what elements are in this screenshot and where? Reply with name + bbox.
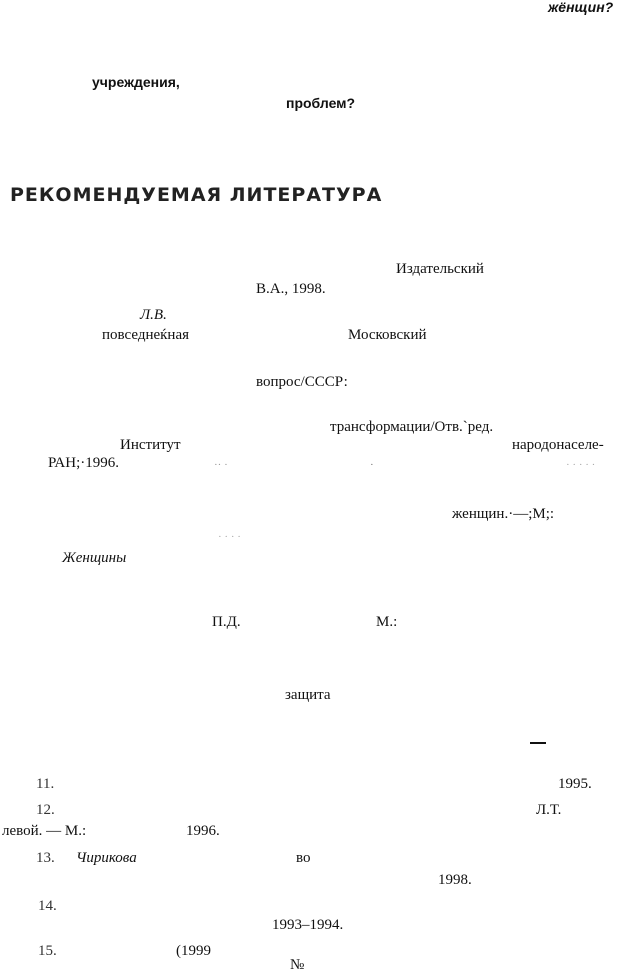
ref-15-number-sign: № — [290, 957, 305, 973]
section-heading: РЕКОМЕНДУЕМАЯ ЛИТЕРАТУРА — [10, 184, 383, 206]
ref-14-years: 1993–1994. — [272, 917, 344, 933]
ref-2-author: Л.В. — [140, 307, 167, 323]
ref-14-number: 14. — [38, 898, 57, 914]
scan-speckle: · · · · — [218, 531, 241, 543]
ref-8-protection: защита — [285, 687, 331, 703]
question-fragment-problems: проблем? — [286, 95, 356, 111]
ref-6-women: Женщины — [62, 550, 127, 566]
ref-12-number: 12. — [36, 802, 55, 818]
ref-7-author: П.Д. — [212, 614, 241, 630]
ref-13-in: во — [296, 850, 311, 866]
ref-3-question: вопрос/СССР: — [256, 374, 348, 390]
ref-15-number: 15. — [38, 943, 57, 959]
scan-speckle: ·· · — [214, 459, 228, 471]
ref-13-number: 13. — [36, 850, 55, 866]
ref-15-paren-year: (1999 — [176, 943, 211, 959]
scan-dash — [530, 742, 546, 744]
ref-7-moscow: М.: — [376, 614, 398, 630]
question-fragment-women: жёнщин? — [548, 0, 614, 15]
ref-13-year: 1998. — [438, 872, 472, 888]
ref-4-institute: Институт — [120, 437, 181, 453]
ref-4-ran-year: РАН;·1996. — [48, 455, 120, 471]
ref-12-year: 1996. — [186, 823, 220, 839]
ref-12-initials: Л.Т. — [536, 802, 562, 818]
ref-1-publisher: Издательский — [396, 261, 484, 277]
ref-4-population: народонаселе- — [512, 437, 604, 453]
ref-2-everyday: повседнеќная — [102, 327, 190, 343]
ref-2-moscow: Московский — [348, 327, 427, 343]
ref-12-continuation: левой. — М.: — [2, 823, 87, 839]
ref-4-transformation: трансформации/Отв.`ред. — [330, 419, 494, 435]
ref-11-number: 11. — [36, 776, 55, 792]
ref-13-author: Чирикова — [76, 850, 137, 866]
ref-5-women: женщин.·—;М;: — [452, 506, 555, 522]
scan-speckle: · · · · · — [566, 459, 596, 471]
scan-speckle: · — [370, 459, 374, 471]
ref-1-author-year: В.А., 1998. — [256, 281, 326, 297]
ref-11-year: 1995. — [558, 776, 592, 792]
question-fragment-institution: учреждения, — [92, 74, 180, 90]
